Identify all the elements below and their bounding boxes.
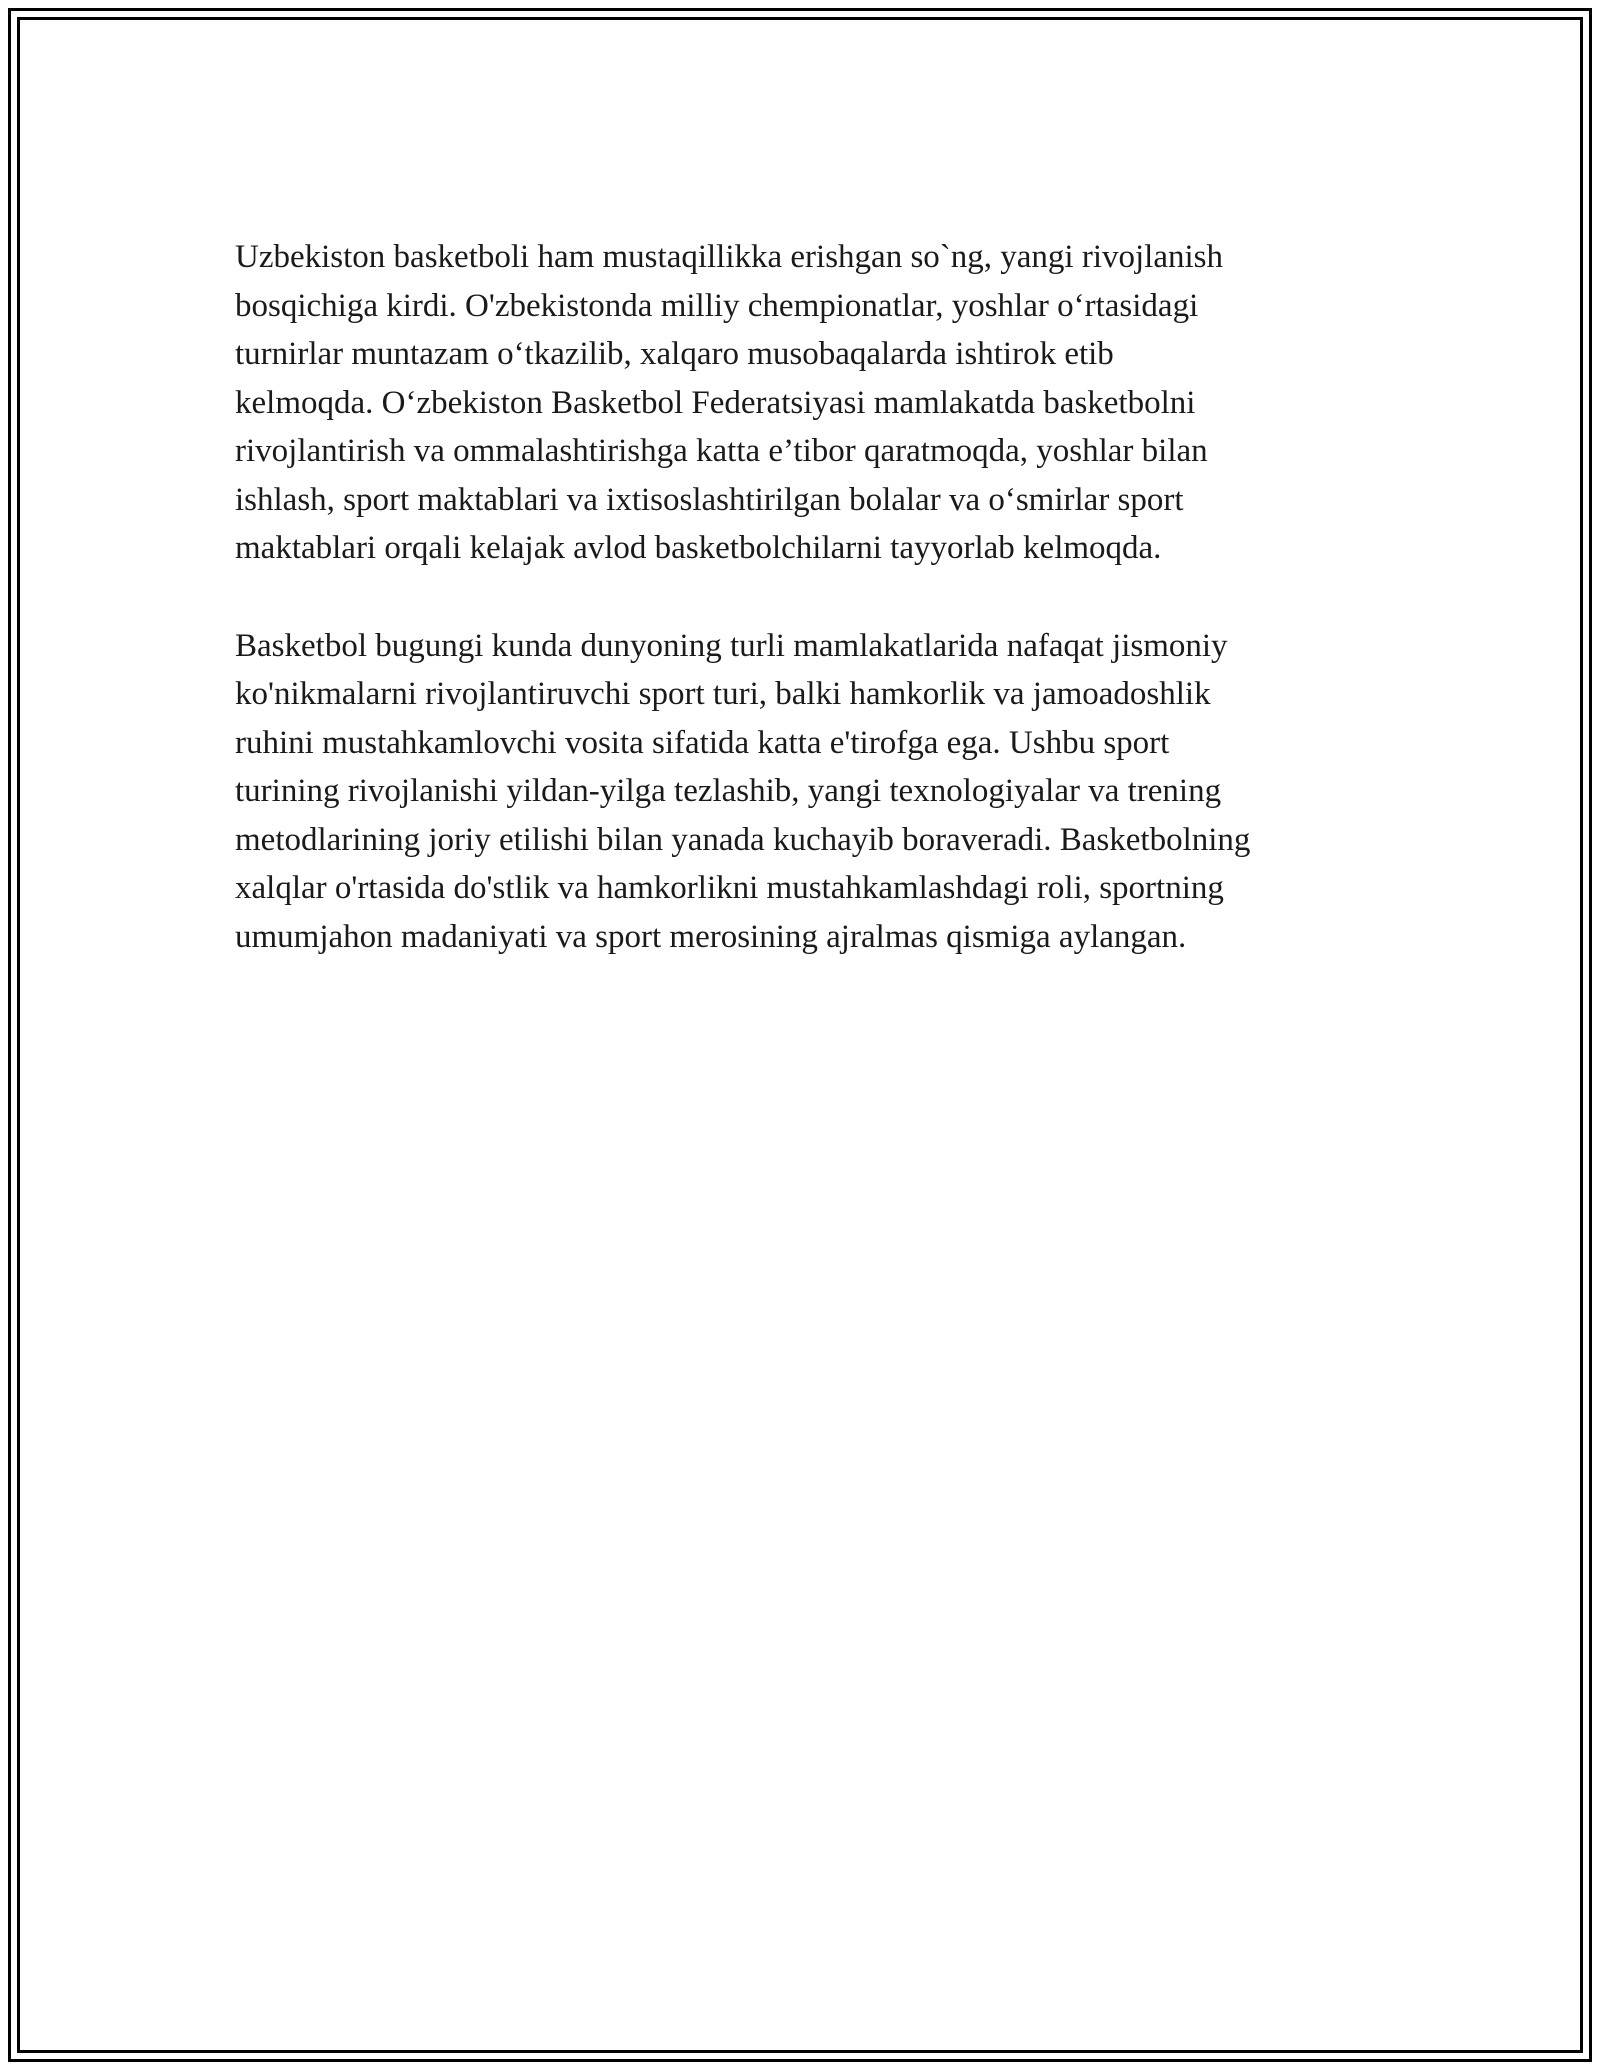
paragraph-line: maktablari orqali kelajak avlod basketbolchilarni tayyorlab kelmoqda. xyxy=(235,530,1162,566)
paragraph-line: rivojlantirish va ommalashtirishga katta e’tibor qaratmoqda, yoshlar bilan xyxy=(235,433,1208,469)
paragraph-line: Basketbol bugungi kunda dunyoning turli mamlakatlarida nafaqat jismoniy xyxy=(235,627,1228,664)
document-body xyxy=(235,233,1385,1010)
paragraph-line: ishlash, sport maktablari va ixtisoslashtirilgan bolalar va o‘smirlar sport xyxy=(235,481,1184,518)
paragraph-line: kelmoqda. O‘zbekiston Basketbol Federatsiyasi mamlakatda basketbolni xyxy=(235,384,1196,421)
paragraph-line: metodlarining joriy etilishi bilan yanada kuchayib boraveradi. Basketbolning xyxy=(235,821,1251,858)
paragraph-line: umumjahon madaniyati va sport merosining ajralmas qismiga aylangan. xyxy=(235,918,1187,955)
paragraph-line: bosqichiga kirdi. O'zbekistonda milliy chempionatlar, yoshlar o‘rtasidagi xyxy=(235,287,1199,324)
paragraph-line: turining rivojlanishi yildan-yilga tezlashib, yangi texnologiyalar va trening xyxy=(235,773,1222,809)
paragraph-2 xyxy=(235,622,1385,962)
paragraph-line: turnirlar muntazam o‘tkazilib, xalqaro musobaqalarda ishtirok etib xyxy=(235,336,1114,372)
paragraph-1 xyxy=(235,233,1385,573)
paragraph-line: ko'nikmalarni rivojlantiruvchi sport turi, balki hamkorlik va jamoadoshlik xyxy=(235,676,1211,712)
paragraph-line: Uzbekiston basketboli ham mustaqillikka erishgan so`ng, yangi rivojlanish xyxy=(235,239,1224,275)
paragraph-line: ruhini mustahkamlovchi vosita sifatida katta e'tirofga ega. Ushbu sport xyxy=(235,724,1170,761)
paragraph-line: xalqlar o'rtasida do'stlik va hamkorlikni mustahkamlashdagi roli, sportning xyxy=(235,870,1224,906)
